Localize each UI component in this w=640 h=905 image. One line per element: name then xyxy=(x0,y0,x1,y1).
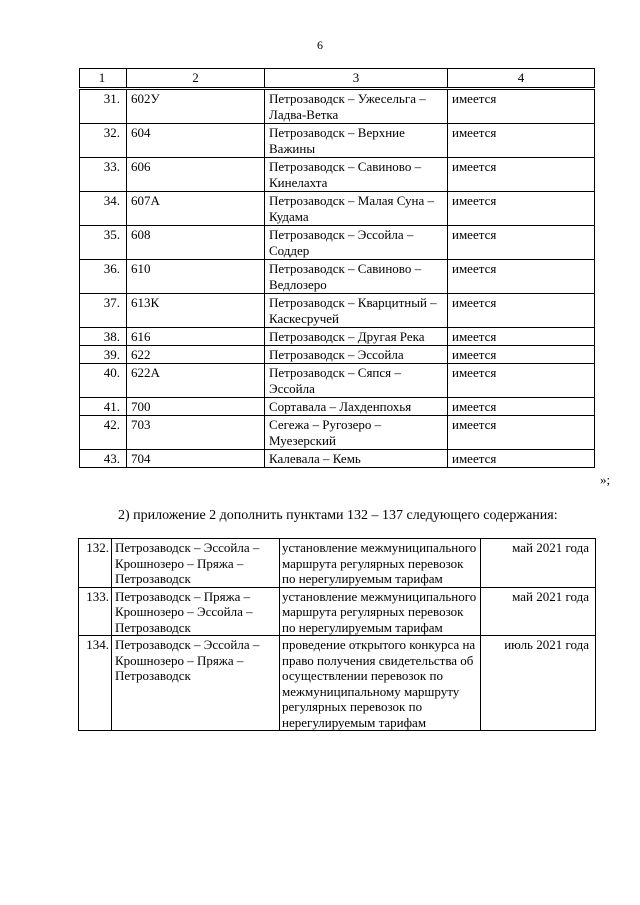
row-number: 32. xyxy=(80,124,127,158)
table-row xyxy=(80,346,595,364)
route-name: Калевала – Кемь xyxy=(265,450,448,468)
route-status: имеется xyxy=(448,192,595,226)
route-status: имеется xyxy=(448,450,595,468)
item-action: установление межмуниципального маршрута регулярных перевозок по нерегулируемым тарифам xyxy=(280,587,481,636)
route-name: Сортавала – Лахденпохья xyxy=(265,398,448,416)
table-row xyxy=(80,398,595,416)
appendix-table xyxy=(78,538,596,731)
route-name: Петрозаводск – Малая Суна – Кудама xyxy=(265,192,448,226)
route-code: 613К xyxy=(127,294,265,328)
route-name: Петрозаводск – Ужесельга – Ладва-Ветка xyxy=(265,89,448,124)
route-code: 607А xyxy=(127,192,265,226)
item-number: 133. xyxy=(79,587,112,636)
item-action: проведение открытого конкурса на право получения свидетельства об осуществлении перевозок по межмуниципальному маршруту регулярных перевозок по нерегулируемым тарифам xyxy=(280,636,481,731)
route-code: 616 xyxy=(127,328,265,346)
closing-quote: »; xyxy=(600,472,611,487)
item-date: июль 2021 года xyxy=(481,636,596,731)
route-status: имеется xyxy=(448,260,595,294)
route-name: Петрозаводск – Кварцитный – Каскесручей xyxy=(265,294,448,328)
item-date: май 2021 года xyxy=(481,587,596,636)
row-number: 36. xyxy=(80,260,127,294)
route-name: Петрозаводск – Савиново – Ведлозеро xyxy=(265,260,448,294)
row-number: 38. xyxy=(80,328,127,346)
route-name: Петрозаводск – Сяпся – Эссойла xyxy=(265,364,448,398)
table-row xyxy=(80,226,595,260)
table-row xyxy=(79,539,596,588)
row-number: 31. xyxy=(80,89,127,124)
row-number: 35. xyxy=(80,226,127,260)
route-code: 610 xyxy=(127,260,265,294)
route-status: имеется xyxy=(448,398,595,416)
table-row xyxy=(80,294,595,328)
route-status: имеется xyxy=(448,226,595,260)
row-number: 40. xyxy=(80,364,127,398)
route-status: имеется xyxy=(448,124,595,158)
item-action: установление межмуниципального маршрута регулярных перевозок по нерегулируемым тарифам xyxy=(280,539,481,588)
table-row xyxy=(80,450,595,468)
table-row xyxy=(80,89,595,124)
route-name: Петрозаводск – Савиново – Кинелахта xyxy=(265,158,448,192)
route-name: Сегежа – Ругозеро – Муезерский xyxy=(265,416,448,450)
route-status: имеется xyxy=(448,416,595,450)
route-status: имеется xyxy=(448,158,595,192)
header-cell-1: 1 xyxy=(80,69,127,89)
table-row xyxy=(80,416,595,450)
route-code: 604 xyxy=(127,124,265,158)
routes-table xyxy=(79,68,595,468)
route-status: имеется xyxy=(448,346,595,364)
route-status: имеется xyxy=(448,294,595,328)
row-number: 39. xyxy=(80,346,127,364)
table-row xyxy=(80,260,595,294)
route-code: 622А xyxy=(127,364,265,398)
header-cell-3: 3 xyxy=(265,69,448,89)
item-route: Петрозаводск – Пряжа – Крошнозеро – Эссойла – Петрозаводск xyxy=(112,587,280,636)
item-number: 134. xyxy=(79,636,112,731)
amendment-paragraph: 2) приложение 2 дополнить пунктами 132 – 137 следующего содержания: xyxy=(118,508,558,523)
item-number: 132. xyxy=(79,539,112,588)
item-date: май 2021 года xyxy=(481,539,596,588)
item-route: Петрозаводск – Эссойла – Крошнозеро – Пряжа – Петрозаводск xyxy=(112,636,280,731)
table-row xyxy=(80,124,595,158)
table-header-row xyxy=(80,69,595,89)
route-name: Петрозаводск – Верхние Важины xyxy=(265,124,448,158)
page-number: 6 xyxy=(317,38,323,52)
route-code: 704 xyxy=(127,450,265,468)
route-code: 703 xyxy=(127,416,265,450)
table-row xyxy=(80,328,595,346)
table-row xyxy=(80,192,595,226)
route-name: Петрозаводск – Эссойла – Соддер xyxy=(265,226,448,260)
route-status: имеется xyxy=(448,89,595,124)
route-name: Петрозаводск – Другая Река xyxy=(265,328,448,346)
route-code: 606 xyxy=(127,158,265,192)
header-cell-4: 4 xyxy=(448,69,595,89)
route-code: 602У xyxy=(127,89,265,124)
table-row xyxy=(80,158,595,192)
table-row xyxy=(80,364,595,398)
route-status: имеется xyxy=(448,328,595,346)
row-number: 43. xyxy=(80,450,127,468)
route-code: 608 xyxy=(127,226,265,260)
table-row xyxy=(79,587,596,636)
route-code: 622 xyxy=(127,346,265,364)
row-number: 37. xyxy=(80,294,127,328)
route-code: 700 xyxy=(127,398,265,416)
route-name: Петрозаводск – Эссойла xyxy=(265,346,448,364)
header-cell-2: 2 xyxy=(127,69,265,89)
item-route: Петрозаводск – Эссойла – Крошнозеро – Пряжа – Петрозаводск xyxy=(112,539,280,588)
row-number: 34. xyxy=(80,192,127,226)
row-number: 41. xyxy=(80,398,127,416)
row-number: 33. xyxy=(80,158,127,192)
table-row xyxy=(79,636,596,731)
route-status: имеется xyxy=(448,364,595,398)
row-number: 42. xyxy=(80,416,127,450)
